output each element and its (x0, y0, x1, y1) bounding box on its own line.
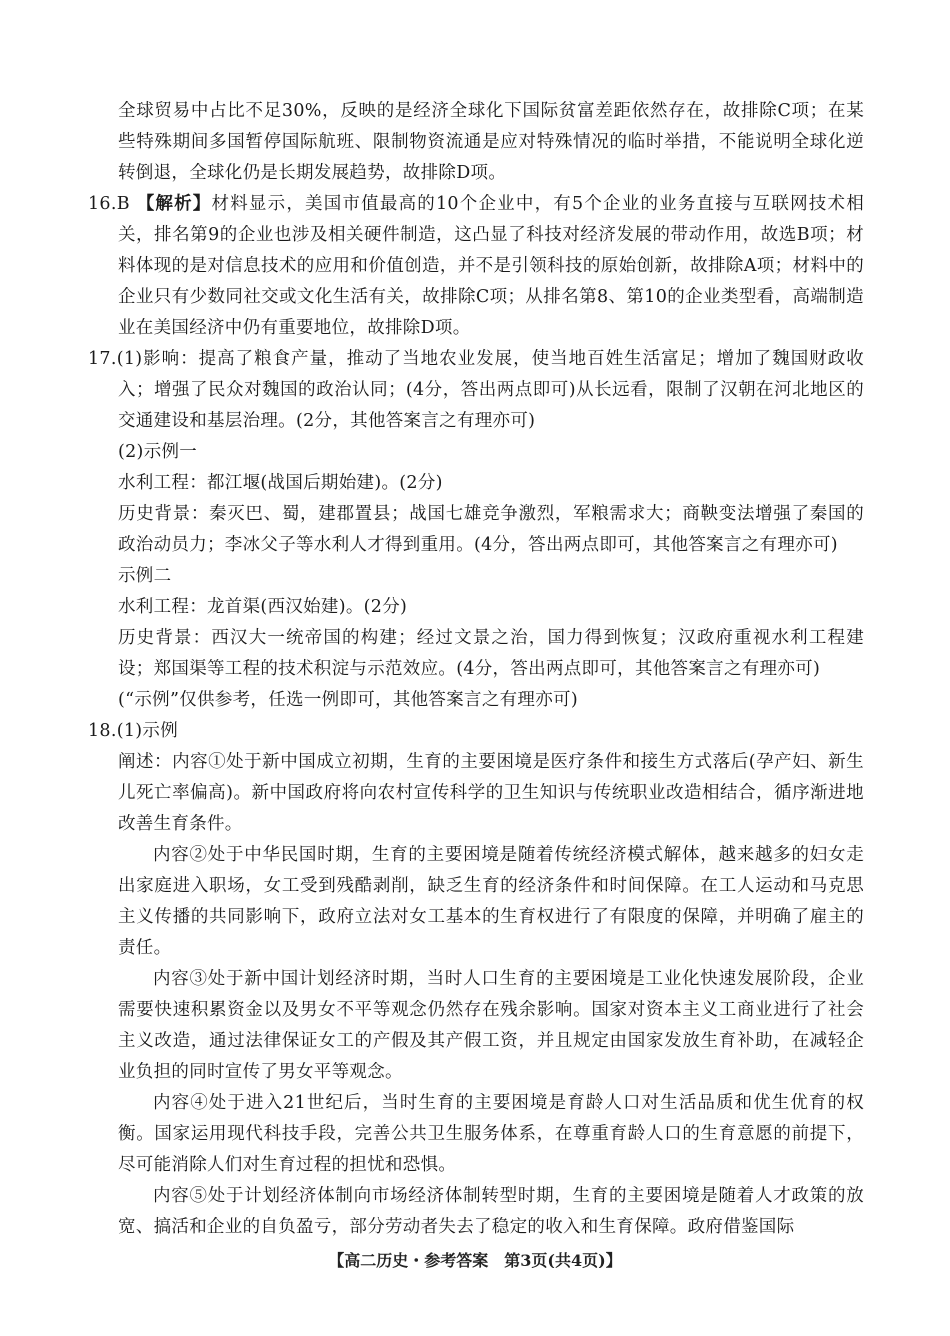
q18-part1-label-text: (1)示例 (116, 721, 179, 741)
q18-number: 18. (88, 721, 117, 741)
q16-analysis-tag: 【解析】 (136, 194, 212, 214)
q18-content3: 内容③处于新中国计划经济时期，当时人口生育的主要困境是工业化快速发展阶段，企业需要快速积累资金以及男女不平等观念仍然存在残余影响。国家对资本主义工商业进行了社会主义改造，通过法律保证女工的产假及其产假工资，并且规定由国家发放生育补助，在减轻企业负担的同时宣传了男女平等观念。 (118, 969, 864, 1082)
q17-example1-background: 历史背景：秦灭巴、蜀，建郡置县；战国七雄竞争激烈，军粮需求大；商鞅变法增强了秦国的政治动员力；李冰父子等水利人才得到重用。(4分，答出两点即可，其他答案言之有理亦可) (118, 504, 864, 555)
q17-part1-text: (1)影响：提高了粮食产量，推动了当地农业发展，使当地百姓生活富足；增加了魏国财政收入；增强了民众对魏国的政治认同；(4分，答出两点即可)从长远看，限制了汉朝在河北地区的交通建设和基层治理。(2分，其他答案言之有理亦可) (116, 349, 864, 431)
q17-example2-background: 历史背景：西汉大一统帝国的构建；经过文景之治，国力得到恢复；汉政府重视水利工程建设；郑国渠等工程的技术积淀与示范效应。(4分，答出两点即可，其他答案言之有理亦可) (118, 628, 864, 679)
q16-number: 16.B (88, 194, 130, 214)
q17-example1-project: 水利工程：都江堰(战国后期始建)。(2分) (118, 473, 443, 493)
q16-analysis-text: 材料显示，美国市值最高的10个企业中，有5个企业的业务直接与互联网技术相关，排名第9的企业也涉及相关硬件制造，这凸显了科技对经济发展的带动作用，故选B项；材料体现的是对信息技术的应用和价值创造，并不是引领科技的原始创新，故排除A项；材料中的企业只有少数同社交或文化生活有关，故排除C项；从排名第8、第10的企业类型看，高端制造业在美国经济中仍有重要地位，故排除D项。 (118, 194, 865, 338)
q18-part1-label (88, 716, 864, 747)
q18-content2: 内容②处于中华民国时期，生育的主要困境是随着传统经济模式解体，越来越多的妇女走出家庭进入职场，女工受到残酷剥削，缺乏生育的经济条件和时间保障。在工人运动和马克思主义传播的共同影响下，政府立法对女工基本的生育权进行了有限度的保障，并明确了雇主的责任。 (118, 845, 864, 958)
q18-content4: 内容④处于进入21世纪后，当时生育的主要困境是育龄人口对生活品质和优生优育的权衡。国家运用现代科技手段，完善公共卫生服务体系，在尊重育龄人口的生育意愿的前提下，尽可能消除人们对生育过程的担忧和恐惧。 (118, 1093, 864, 1175)
q18-content5: 内容⑤处于计划经济体制向市场经济体制转型时期，生育的主要困境是随着人才政策的放宽、搞活和企业的自负盈亏，部分劳动者失去了稳定的收入和生育保障。政府借鉴国际 (118, 1186, 864, 1237)
q17-note: (“示例”仅供参考，任选一例即可，其他答案言之有理亦可) (118, 690, 578, 710)
q17-part1 (88, 344, 864, 437)
q17-part2-label: (2)示例一 (118, 442, 198, 462)
q17-number: 17. (88, 349, 117, 369)
q16-answer (88, 189, 864, 344)
q18-content1: 阐述：内容①处于新中国成立初期，生育的主要困境是医疗条件和接生方式落后(孕产妇、新生儿死亡率偏高)。新中国政府将向农村宣传科学的卫生知识与传统职业改造相结合，循序渐进地改善生育条件。 (118, 752, 864, 834)
page-footer: 【高二历史・参考答案 第3页(共4页)】 (328, 1251, 622, 1268)
q17-example2-project: 水利工程：龙首渠(西汉始建)。(2分) (118, 597, 408, 617)
q15-continuation (88, 96, 864, 189)
q15-continuation-text: 全球贸易中占比不足30%，反映的是经济全球化下国际贫富差距依然存在，故排除C项；在某些特殊期间多国暂停国际航班、限制物资流通是应对特殊情况的临时举措，不能说明全球化逆转倒退，全球化仍是长期发展趋势，故排除D项。 (118, 101, 864, 183)
q17-example2-label: 示例二 (118, 566, 172, 586)
